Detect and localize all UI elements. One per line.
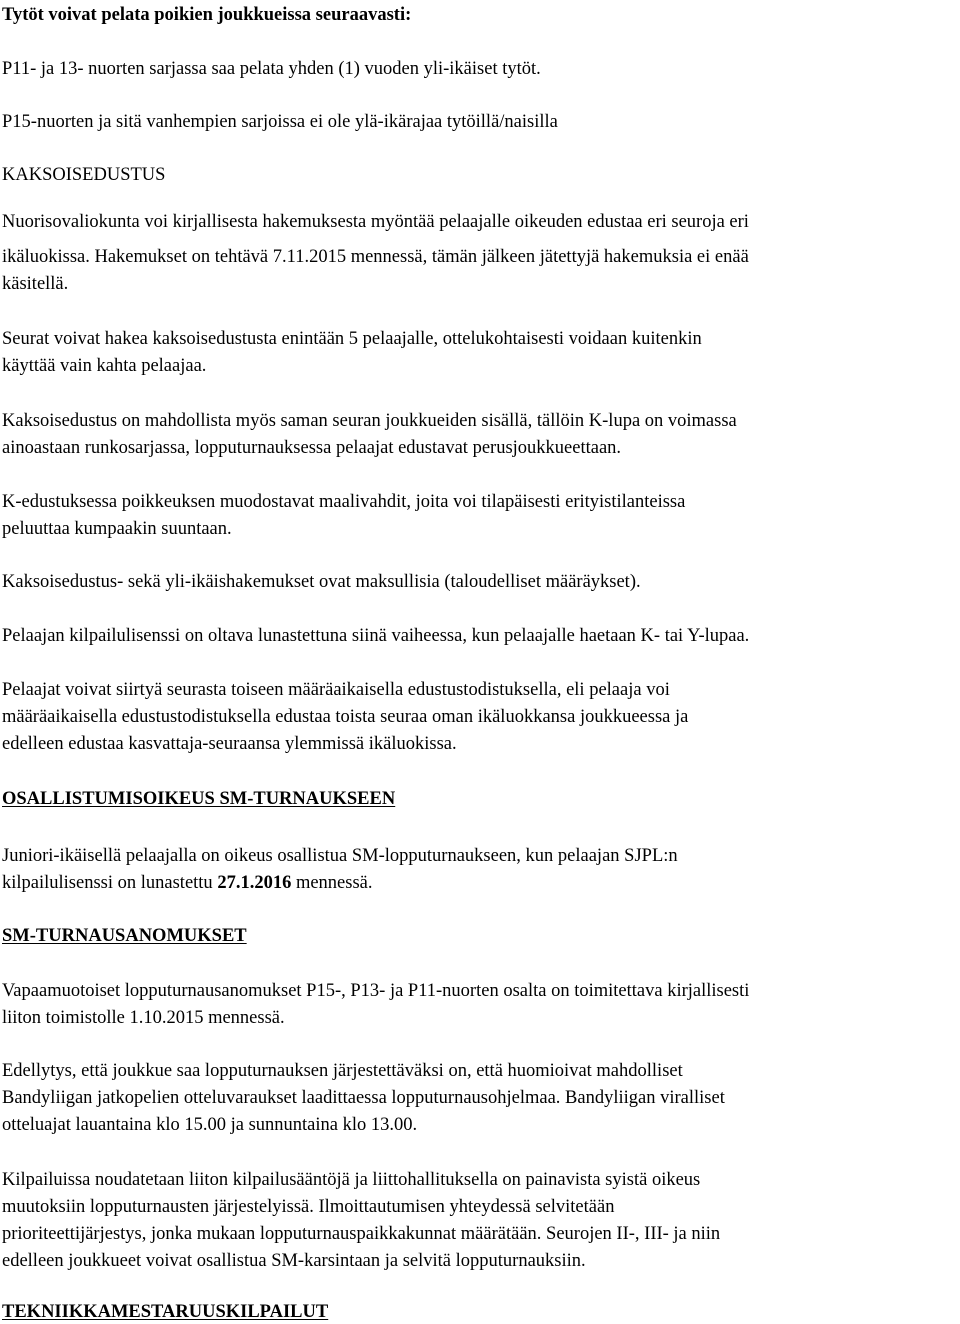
right-p1-line-2	[2, 871, 373, 895]
dual-p1-line-2: ikäluokissa. Hakemukset on tehtävä 7.11.2015 mennessä, tämän jälkeen jätettyjä hakemuksia ei enää	[2, 247, 749, 267]
enroll-p3-line-4: edelleen joukkueet voivat osallistua SM-karsintaan ja selvitä lopputurnauksiin.	[2, 1251, 586, 1271]
dual-p7-line-2: määräaikaisella edustustodistuksella edustaa toista seuraa oman ikäluokkansa joukkueessa ja	[2, 707, 689, 727]
section-heading-technique-championships: TEKNIIKKAMESTARUUSKILPAILUT	[2, 1302, 329, 1322]
girls-rule-2: P15-nuorten ja sitä vanhempien sarjoissa ei ole ylä-ikärajaa tytöillä/naisilla	[2, 112, 558, 132]
dual-p3-line-2: ainoastaan runkosarjassa, lopputurnauksessa pelaajat edustavat perusjoukkueettaan.	[2, 438, 622, 458]
dual-p6: Pelaajan kilpailulisenssi on oltava lunastettuna siinä vaiheessa, kun pelaajalle haetaan K- tai Y-lupaa.	[2, 626, 750, 646]
right-p1-line-2-tail: mennessä.	[291, 873, 373, 893]
dual-p3-line-1: Kaksoisedustus on mahdollista myös saman seuran joukkueiden sisällä, tällöin K-lupa on voimassa	[2, 411, 737, 431]
enroll-p2-line-2: Bandyliigan jatkopelien otteluvaraukset laadittaessa lopputurnausohjelmaa. Bandyliigan viralliset	[2, 1088, 725, 1108]
dual-p2-line-1: Seurat voivat hakea kaksoisedustusta enintään 5 pelaajalle, ottelukohtaisesti voidaan kuitenkin	[2, 329, 702, 349]
dual-p7-line-3: edelleen edustaa kasvattaja-seuraansa ylemmissä ikäluokissa.	[2, 734, 457, 754]
license-deadline-date: 27.1.2016	[217, 873, 292, 893]
enroll-p3-line-1: Kilpailuissa noudatetaan liiton kilpailusääntöjä ja liittohallituksella on painavista syistä oikeus	[2, 1170, 701, 1190]
intro-heading: Tytöt voivat pelata poikien joukkueissa seuraavasti:	[2, 5, 412, 25]
dual-p7-line-1: Pelaajat voivat siirtyä seurasta toiseen määräaikaisella edustustodistuksella, eli pelaaja voi	[2, 680, 670, 700]
right-p1-line-1: Juniori-ikäisellä pelaajalla on oikeus osallistua SM-lopputurnaukseen, kun pelaajan SJPL:n	[2, 846, 678, 866]
dual-p5: Kaksoisedustus- sekä yli-ikäishakemukset ovat maksullisia (taloudelliset määräykset).	[2, 572, 641, 592]
enroll-p1-line-1: Vapaamuotoiset lopputurnausanomukset P15-, P13- ja P11-nuorten osalta on toimitettava kirjallisesti	[2, 981, 750, 1001]
enroll-p3-line-3: prioriteettijärjestys, jonka mukaan lopputurnauspaikkakunnat määrätään. Seurojen II-, III- ja niin	[2, 1224, 721, 1244]
girls-rule-1: P11- ja 13- nuorten sarjassa saa pelata yhden (1) vuoden yli-ikäiset tytöt.	[2, 59, 541, 79]
dual-p4-line-1: K-edustuksessa poikkeuksen muodostavat maalivahdit, joita voi tilapäisesti erityistilanteissa	[2, 492, 686, 512]
section-heading-participation-right: OSALLISTUMISOIKEUS SM-TURNAUKSEEN	[2, 789, 396, 809]
dual-p2-line-2: käyttää vain kahta pelaajaa.	[2, 356, 207, 376]
right-p1-line-2-text: kilpailulisenssi on lunastettu	[2, 873, 218, 893]
section-heading-dual-representation: KAKSOISEDUSTUS	[2, 165, 166, 185]
enroll-p3-line-2: muutoksiin lopputurnausten järjestelyissä. Ilmoittautumisen yhteydessä selvitetään	[2, 1197, 615, 1217]
dual-p1-line-3: käsitellä.	[2, 274, 69, 294]
dual-p1-line-1: Nuorisovaliokunta voi kirjallisesta hakemuksesta myöntää pelaajalle oikeuden edustaa eri seuroja eri	[2, 212, 749, 232]
section-heading-tournament-applications: SM-TURNAUSANOMUKSET	[2, 926, 247, 946]
enroll-p2-line-1: Edellytys, että joukkue saa lopputurnauksen järjestettäväksi on, että huomioivat mahdolliset	[2, 1061, 683, 1081]
dual-p4-line-2: peluuttaa kumpaakin suuntaan.	[2, 519, 232, 539]
enroll-p2-line-3: otteluajat lauantaina klo 15.00 ja sunnuntaina klo 13.00.	[2, 1115, 418, 1135]
enroll-p1-line-2: liiton toimistolle 1.10.2015 mennessä.	[2, 1008, 285, 1028]
